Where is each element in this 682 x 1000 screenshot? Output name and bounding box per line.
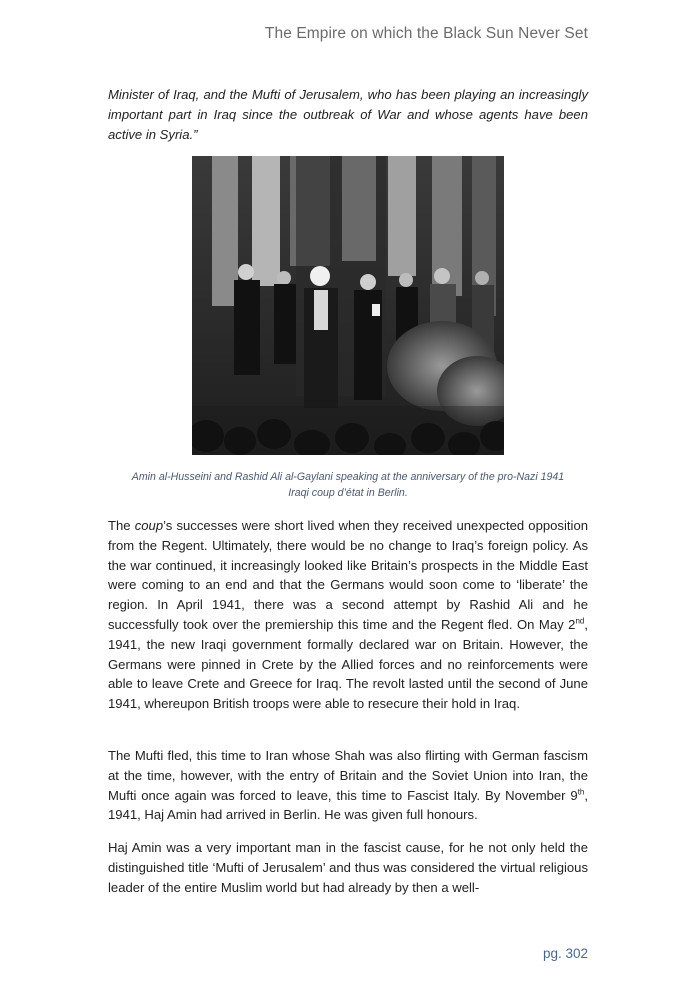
p1-superscript: nd (575, 616, 585, 626)
p2-text-a: The Mufti fled, this time to Iran whose Shah was also flirting with German fascism at the time, however, with the entry of Britain and the Soviet Union into Iran, the Mufti once again was forced to leave, this time to Fascist Italy. By November 9 (108, 748, 588, 803)
quote-block (108, 85, 588, 144)
photo-illustration (192, 156, 504, 455)
historical-photo (192, 156, 504, 455)
paragraph-2-text (108, 746, 588, 825)
running-header: The Empire on which the Black Sun Never Set (264, 25, 588, 42)
paragraph-2 (108, 746, 588, 825)
caption-line-1: Amin al-Husseini and Rashid Ali al-Gaylani speaking at the anniversary of the pro-Nazi 1941 (131, 471, 565, 483)
quote-text: Minister of Iraq, and the Mufti of Jerusalem, who has been playing an increasingly important part in Iraq since the outbreak of War and whose agents have been active in Syria.” (108, 87, 588, 142)
paragraph-3 (108, 838, 588, 897)
paragraph-1 (108, 516, 588, 714)
p1-coup-italic: coup (134, 518, 164, 533)
page-number: pg. 302 (542, 946, 588, 961)
p1-lead: The (108, 518, 135, 533)
p1-text-b: , 1941, the new Iraqi government formally declared war on Britain. However, the Germans were pinned in Crete by the Allied forces and no reinforcements were able to leave Crete and Greece for Iraq. The revolt lasted until the second of June 1941, whereupon British troops were able to resecure their hold in Iraq. (108, 616, 588, 712)
paragraph-1-text (108, 516, 588, 714)
p2-text-b: , 1941, Haj Amin had arrived in Berlin. He was given full honours. (108, 787, 588, 823)
figure-caption (108, 469, 588, 501)
p1-text-a: ’s successes were short lived when they received unexpected opposition from the Regent. Ultimately, there would be no change to Iraq’s foreign policy. As the war continued, it increasingly looked like Britain’s prospects in the Middle East were coming to an end and that the Germans would soon come to ‘liberate’ the region. In April 1941, there was a second attempt by Rashid Ali and he successfully took over the premiership this time and the Regent fled. On May 2 (108, 518, 589, 632)
p2-superscript: th (577, 787, 585, 797)
paragraph-3-text: Haj Amin was a very important man in the fascist cause, for he not only held the distinguished title ‘Mufti of Jerusalem’ and thus was considered the virtual religious leader of the entire Muslim world but had already by then a well- (108, 840, 588, 895)
caption-line-2: Iraqi coup d’état in Berlin. (288, 487, 408, 499)
